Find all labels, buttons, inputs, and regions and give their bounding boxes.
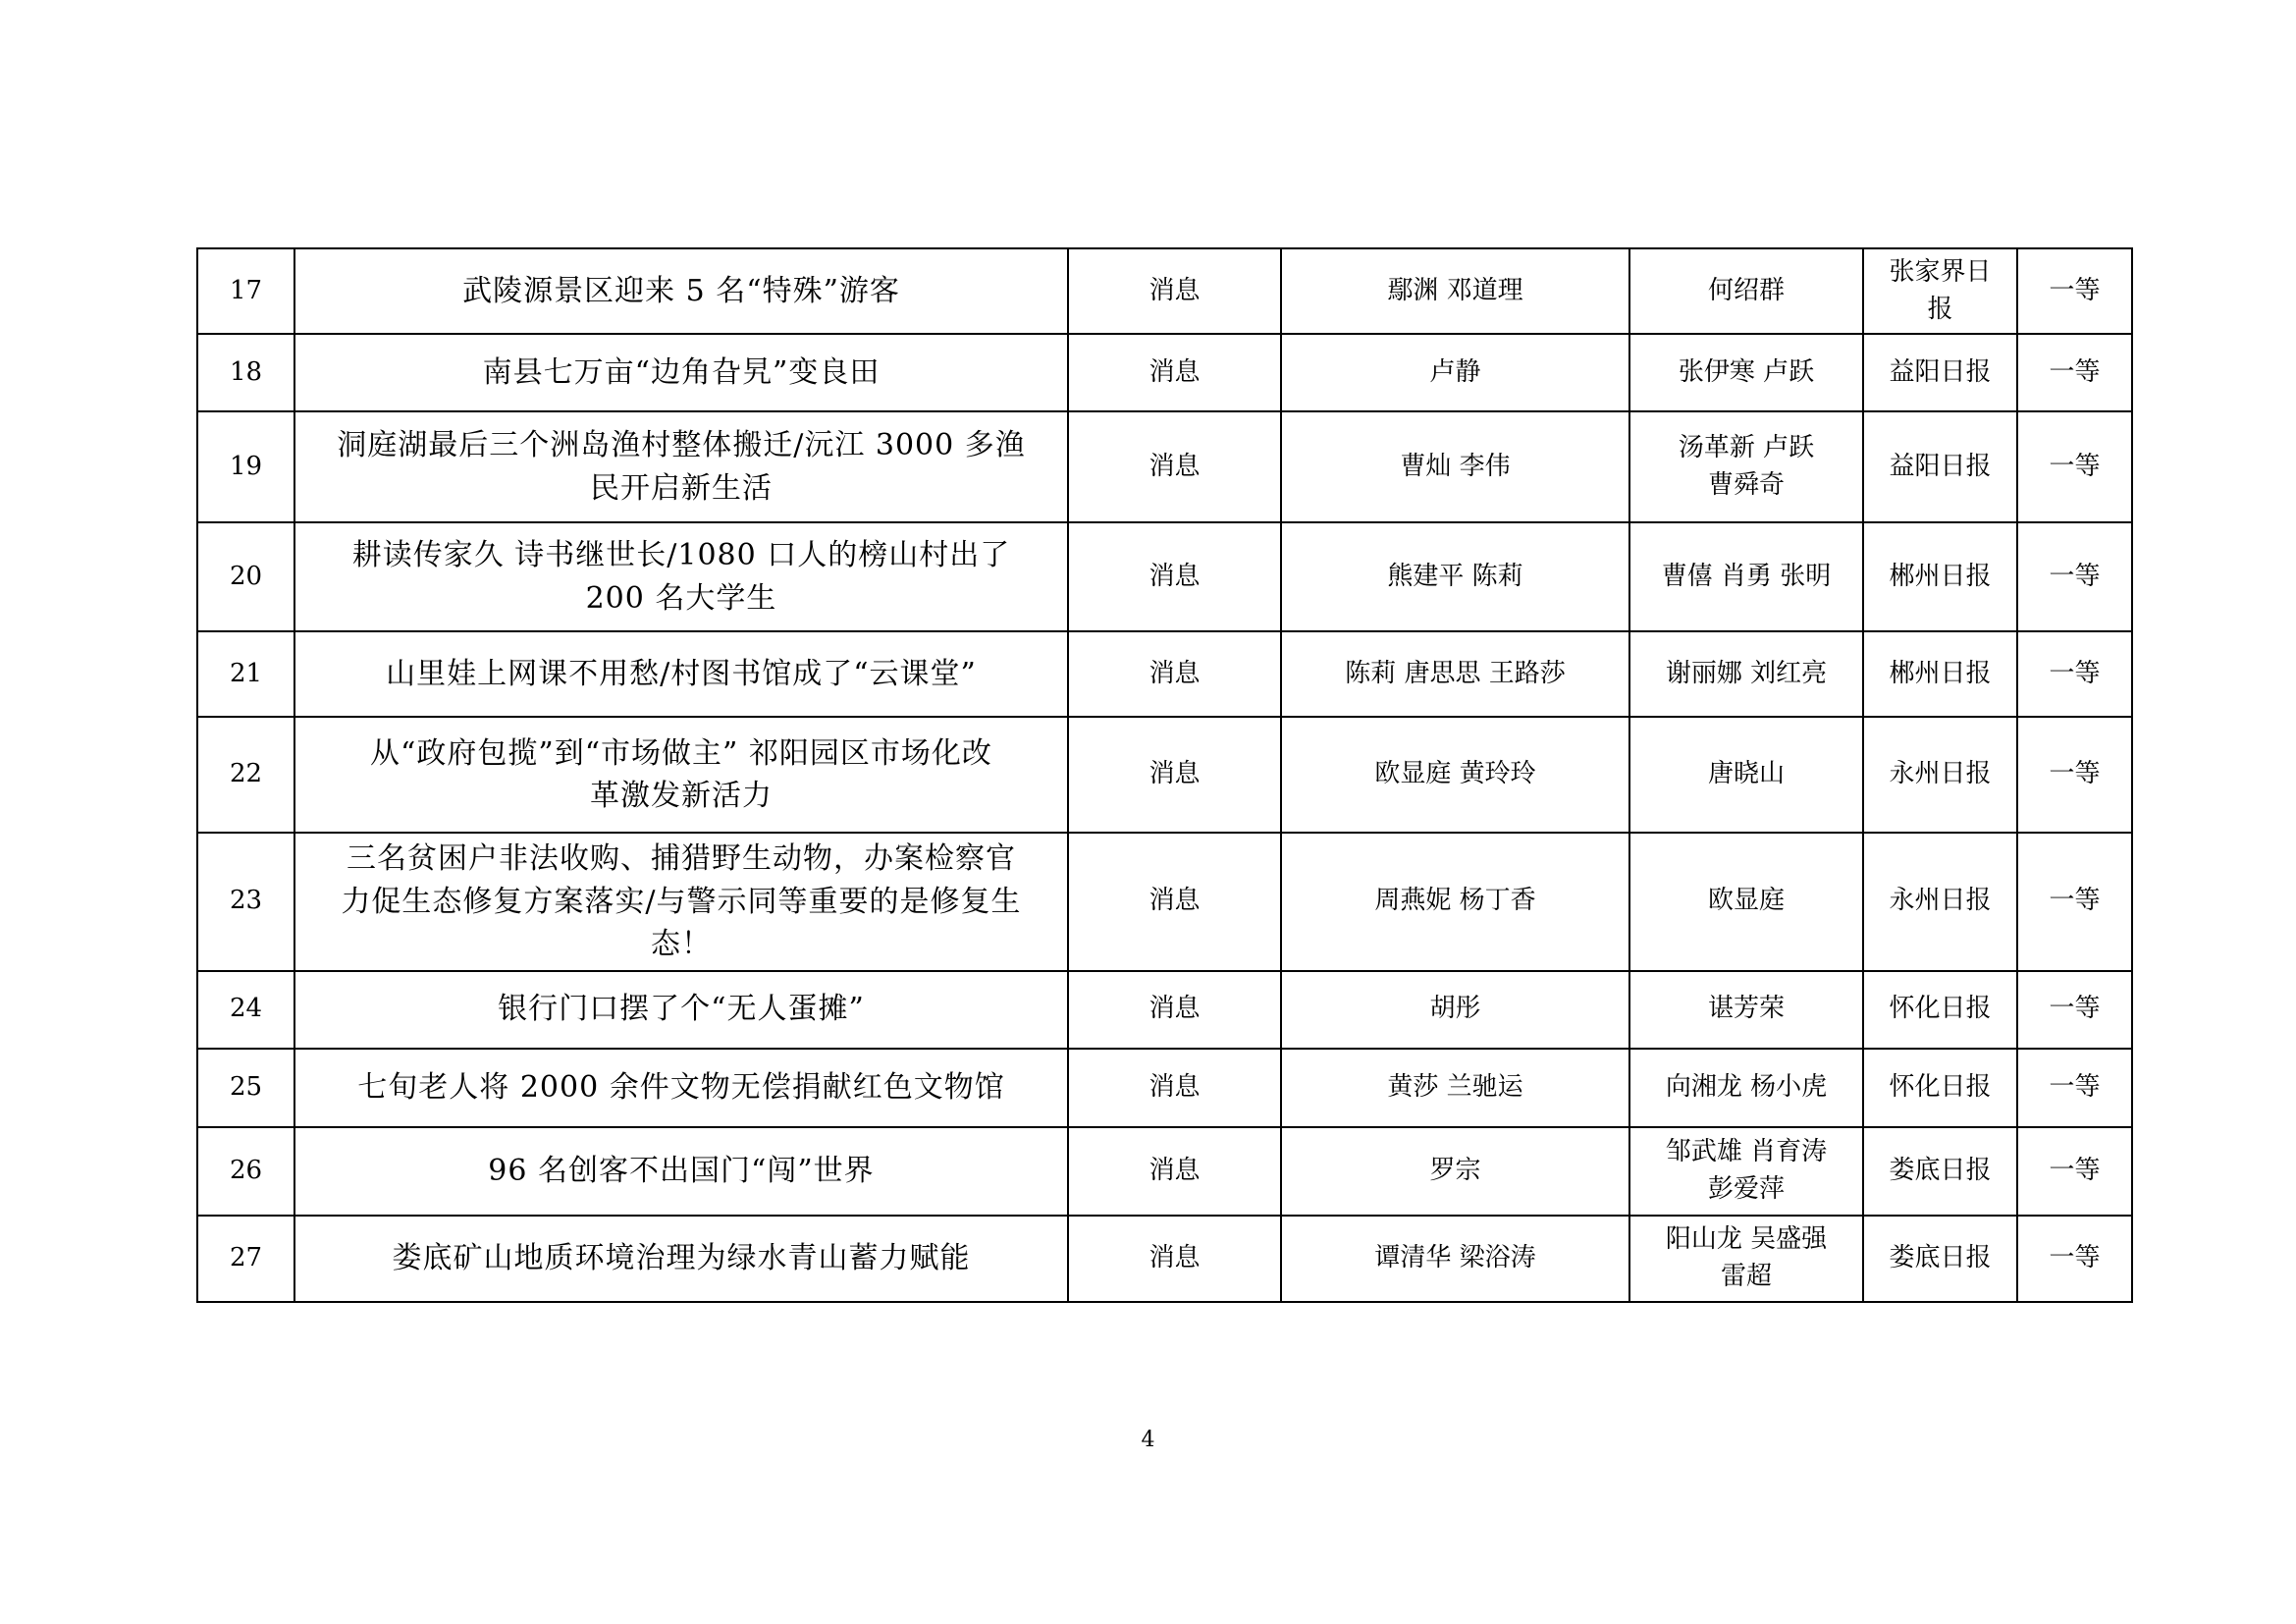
cell-editors-text: 谢丽娜 刘红亮 (1665, 658, 1828, 688)
cell-editors (1629, 248, 1863, 334)
cell-title-text: 娄底矿山地质环境治理为绿水青山蓄力赋能 (392, 1240, 971, 1275)
cell-type-text: 消息 (1148, 1242, 1201, 1272)
cell-number (197, 411, 294, 522)
cell-award-text: 一等 (2049, 1242, 2101, 1272)
cell-type (1068, 1049, 1281, 1127)
cell-unit (1863, 1127, 2017, 1216)
cell-title-text: 耕读传家久 诗书继世长/1080 口人的榜山村出了 200 名大学生 (351, 538, 1011, 616)
cell-title (294, 248, 1068, 334)
award-table (196, 247, 2133, 1303)
cell-type-text: 消息 (1148, 658, 1201, 688)
cell-unit (1863, 717, 2017, 833)
cell-number (197, 522, 294, 631)
cell-title (294, 971, 1068, 1049)
cell-authors (1281, 631, 1629, 717)
cell-authors (1281, 334, 1629, 411)
cell-editors-text: 阳山龙 吴盛强 雷超 (1665, 1223, 1828, 1291)
cell-authors (1281, 717, 1629, 833)
cell-title (294, 334, 1068, 411)
cell-title (294, 717, 1068, 833)
cell-award (2017, 248, 2132, 334)
cell-award-text: 一等 (2049, 658, 2101, 688)
cell-editors (1629, 717, 1863, 833)
cell-number-text: 22 (229, 759, 263, 789)
table-row (197, 1216, 2132, 1302)
cell-award (2017, 1127, 2132, 1216)
cell-unit-text: 怀化日报 (1889, 994, 1992, 1024)
cell-title-text: 洞庭湖最后三个洲岛渔村整体搬迁/沅江 3000 多渔 民开启新生活 (337, 428, 1026, 506)
cell-award-text: 一等 (2049, 275, 2101, 305)
cell-type (1068, 833, 1281, 971)
cell-unit-text: 益阳日报 (1889, 356, 1992, 387)
cell-title (294, 631, 1068, 717)
cell-type (1068, 971, 1281, 1049)
cell-number-text: 25 (229, 1071, 263, 1102)
cell-unit-text: 永州日报 (1889, 759, 1992, 789)
cell-authors-text: 熊建平 陈莉 (1387, 561, 1523, 591)
cell-editors (1629, 833, 1863, 971)
cell-type (1068, 1216, 1281, 1302)
cell-title (294, 1049, 1068, 1127)
cell-number (197, 631, 294, 717)
cell-editors-text: 张伊寒 卢跃 (1678, 356, 1815, 387)
cell-title-text: 武陵源景区迎来 5 名“特殊”游客 (462, 273, 900, 308)
cell-editors (1629, 334, 1863, 411)
cell-editors (1629, 1127, 1863, 1216)
cell-award (2017, 522, 2132, 631)
cell-type-text: 消息 (1148, 1071, 1201, 1102)
cell-number-text: 27 (229, 1242, 263, 1272)
cell-award (2017, 1216, 2132, 1302)
cell-editors (1629, 1049, 1863, 1127)
cell-award-text: 一等 (2049, 1155, 2101, 1185)
cell-title-text: 从“政府包揽”到“市场做主” 祁阳园区市场化改 革激发新活力 (370, 735, 992, 813)
cell-award (2017, 717, 2132, 833)
cell-title (294, 411, 1068, 522)
cell-editors-text: 向湘龙 杨小虎 (1665, 1071, 1828, 1102)
cell-unit-text: 郴州日报 (1889, 561, 1992, 591)
cell-title (294, 522, 1068, 631)
table-row (197, 631, 2132, 717)
cell-unit (1863, 248, 2017, 334)
cell-award (2017, 334, 2132, 411)
cell-editors-text: 何绍群 (1707, 275, 1785, 305)
cell-number-text: 19 (229, 451, 263, 481)
cell-title (294, 1127, 1068, 1216)
cell-authors-text: 曹灿 李伟 (1400, 451, 1511, 481)
cell-type-text: 消息 (1148, 561, 1201, 591)
cell-type (1068, 631, 1281, 717)
cell-title-text: 山里娃上网课不用愁/村图书馆成了“云课堂” (386, 656, 977, 691)
cell-editors-text: 曹僖 肖勇 张明 (1661, 561, 1832, 591)
cell-number-text: 20 (229, 561, 263, 591)
cell-title-text: 三名贫困户非法收购、捕猎野生动物，办案检察官 力促生态修复方案落实/与警示同等重要的是修复生 态！ (341, 841, 1022, 961)
cell-authors (1281, 248, 1629, 334)
cell-award (2017, 411, 2132, 522)
cell-authors-text: 陈莉 唐思思 王路莎 (1345, 658, 1566, 688)
table-row (197, 833, 2132, 971)
cell-editors-text: 唐晓山 (1707, 759, 1785, 789)
cell-editors-text: 汤革新 卢跃 曹舜奇 (1678, 432, 1815, 500)
cell-number-text: 23 (229, 886, 263, 916)
cell-number (197, 1127, 294, 1216)
cell-unit-text: 娄底日报 (1889, 1242, 1992, 1272)
cell-number (197, 1049, 294, 1127)
cell-award-text: 一等 (2049, 356, 2101, 387)
cell-award (2017, 833, 2132, 971)
cell-editors (1629, 522, 1863, 631)
cell-award-text: 一等 (2049, 759, 2101, 789)
cell-number (197, 971, 294, 1049)
cell-title-text: 七旬老人将 2000 余件文物无偿捐献红色文物馆 (357, 1069, 1005, 1105)
cell-unit (1863, 334, 2017, 411)
cell-number (197, 717, 294, 833)
page-number: 4 (1141, 1428, 1155, 1452)
cell-number (197, 833, 294, 971)
cell-authors-text: 黄莎 兰驰运 (1387, 1071, 1523, 1102)
cell-type (1068, 411, 1281, 522)
cell-unit (1863, 971, 2017, 1049)
cell-authors-text: 胡彤 (1429, 994, 1481, 1024)
cell-unit (1863, 1216, 2017, 1302)
cell-authors-text: 鄢渊 邓道理 (1387, 275, 1523, 305)
cell-unit (1863, 1049, 2017, 1127)
cell-number (197, 1216, 294, 1302)
cell-authors-text: 欧显庭 黄玲玲 (1374, 759, 1536, 789)
cell-title-text: 96 名创客不出国门“闯”世界 (488, 1153, 875, 1188)
table-body (197, 248, 2132, 1302)
cell-type (1068, 522, 1281, 631)
cell-number-text: 21 (229, 658, 263, 688)
cell-authors (1281, 522, 1629, 631)
cell-authors (1281, 1216, 1629, 1302)
cell-award-text: 一等 (2049, 886, 2101, 916)
cell-number-text: 17 (229, 275, 263, 305)
cell-authors (1281, 1127, 1629, 1216)
cell-type-text: 消息 (1148, 356, 1201, 387)
cell-authors (1281, 833, 1629, 971)
cell-unit (1863, 631, 2017, 717)
cell-authors-text: 谭清华 梁浴涛 (1374, 1242, 1536, 1272)
cell-title-text: 南县七万亩“边角旮旯”变良田 (482, 354, 881, 390)
cell-authors-text: 周燕妮 杨丁香 (1374, 886, 1536, 916)
cell-editors (1629, 1216, 1863, 1302)
table-row (197, 1127, 2132, 1216)
cell-title (294, 833, 1068, 971)
cell-authors (1281, 1049, 1629, 1127)
cell-title-text: 银行门口摆了个“无人蛋摊” (498, 992, 865, 1027)
cell-number-text: 24 (229, 994, 263, 1024)
cell-type-text: 消息 (1148, 759, 1201, 789)
cell-editors-text: 邹武雄 肖育涛 彭爱萍 (1665, 1136, 1828, 1204)
cell-unit-text: 怀化日报 (1889, 1071, 1992, 1102)
cell-editors (1629, 631, 1863, 717)
cell-editors (1629, 411, 1863, 522)
cell-unit-text: 益阳日报 (1889, 451, 1992, 481)
cell-authors-text: 罗宗 (1429, 1155, 1481, 1185)
cell-type-text: 消息 (1148, 886, 1201, 916)
cell-type-text: 消息 (1148, 1155, 1201, 1185)
cell-award-text: 一等 (2049, 994, 2101, 1024)
cell-type (1068, 1127, 1281, 1216)
table-row (197, 334, 2132, 411)
cell-type (1068, 248, 1281, 334)
cell-authors (1281, 411, 1629, 522)
cell-award-text: 一等 (2049, 451, 2101, 481)
cell-authors-text: 卢静 (1429, 356, 1481, 387)
cell-award (2017, 631, 2132, 717)
table-row (197, 971, 2132, 1049)
cell-title (294, 1216, 1068, 1302)
cell-number (197, 334, 294, 411)
cell-authors (1281, 971, 1629, 1049)
cell-award (2017, 971, 2132, 1049)
cell-editors-text: 谌芳荣 (1707, 994, 1785, 1024)
cell-type-text: 消息 (1148, 275, 1201, 305)
cell-unit (1863, 411, 2017, 522)
cell-type-text: 消息 (1148, 994, 1201, 1024)
cell-number-text: 18 (229, 356, 263, 387)
table-row (197, 717, 2132, 833)
cell-number (197, 248, 294, 334)
table-row (197, 1049, 2132, 1127)
cell-number-text: 26 (229, 1155, 263, 1185)
cell-editors (1629, 971, 1863, 1049)
cell-award-text: 一等 (2049, 1071, 2101, 1102)
cell-type (1068, 717, 1281, 833)
cell-unit-text: 娄底日报 (1889, 1155, 1992, 1185)
cell-award (2017, 1049, 2132, 1127)
cell-type (1068, 334, 1281, 411)
table-row (197, 411, 2132, 522)
cell-unit (1863, 833, 2017, 971)
table-row (197, 522, 2132, 631)
cell-unit-text: 张家界日 报 (1889, 256, 1992, 324)
cell-award-text: 一等 (2049, 561, 2101, 591)
cell-editors-text: 欧显庭 (1707, 886, 1785, 916)
cell-unit-text: 永州日报 (1889, 886, 1992, 916)
cell-unit (1863, 522, 2017, 631)
table-row (197, 248, 2132, 334)
cell-unit-text: 郴州日报 (1889, 658, 1992, 688)
cell-type-text: 消息 (1148, 451, 1201, 481)
